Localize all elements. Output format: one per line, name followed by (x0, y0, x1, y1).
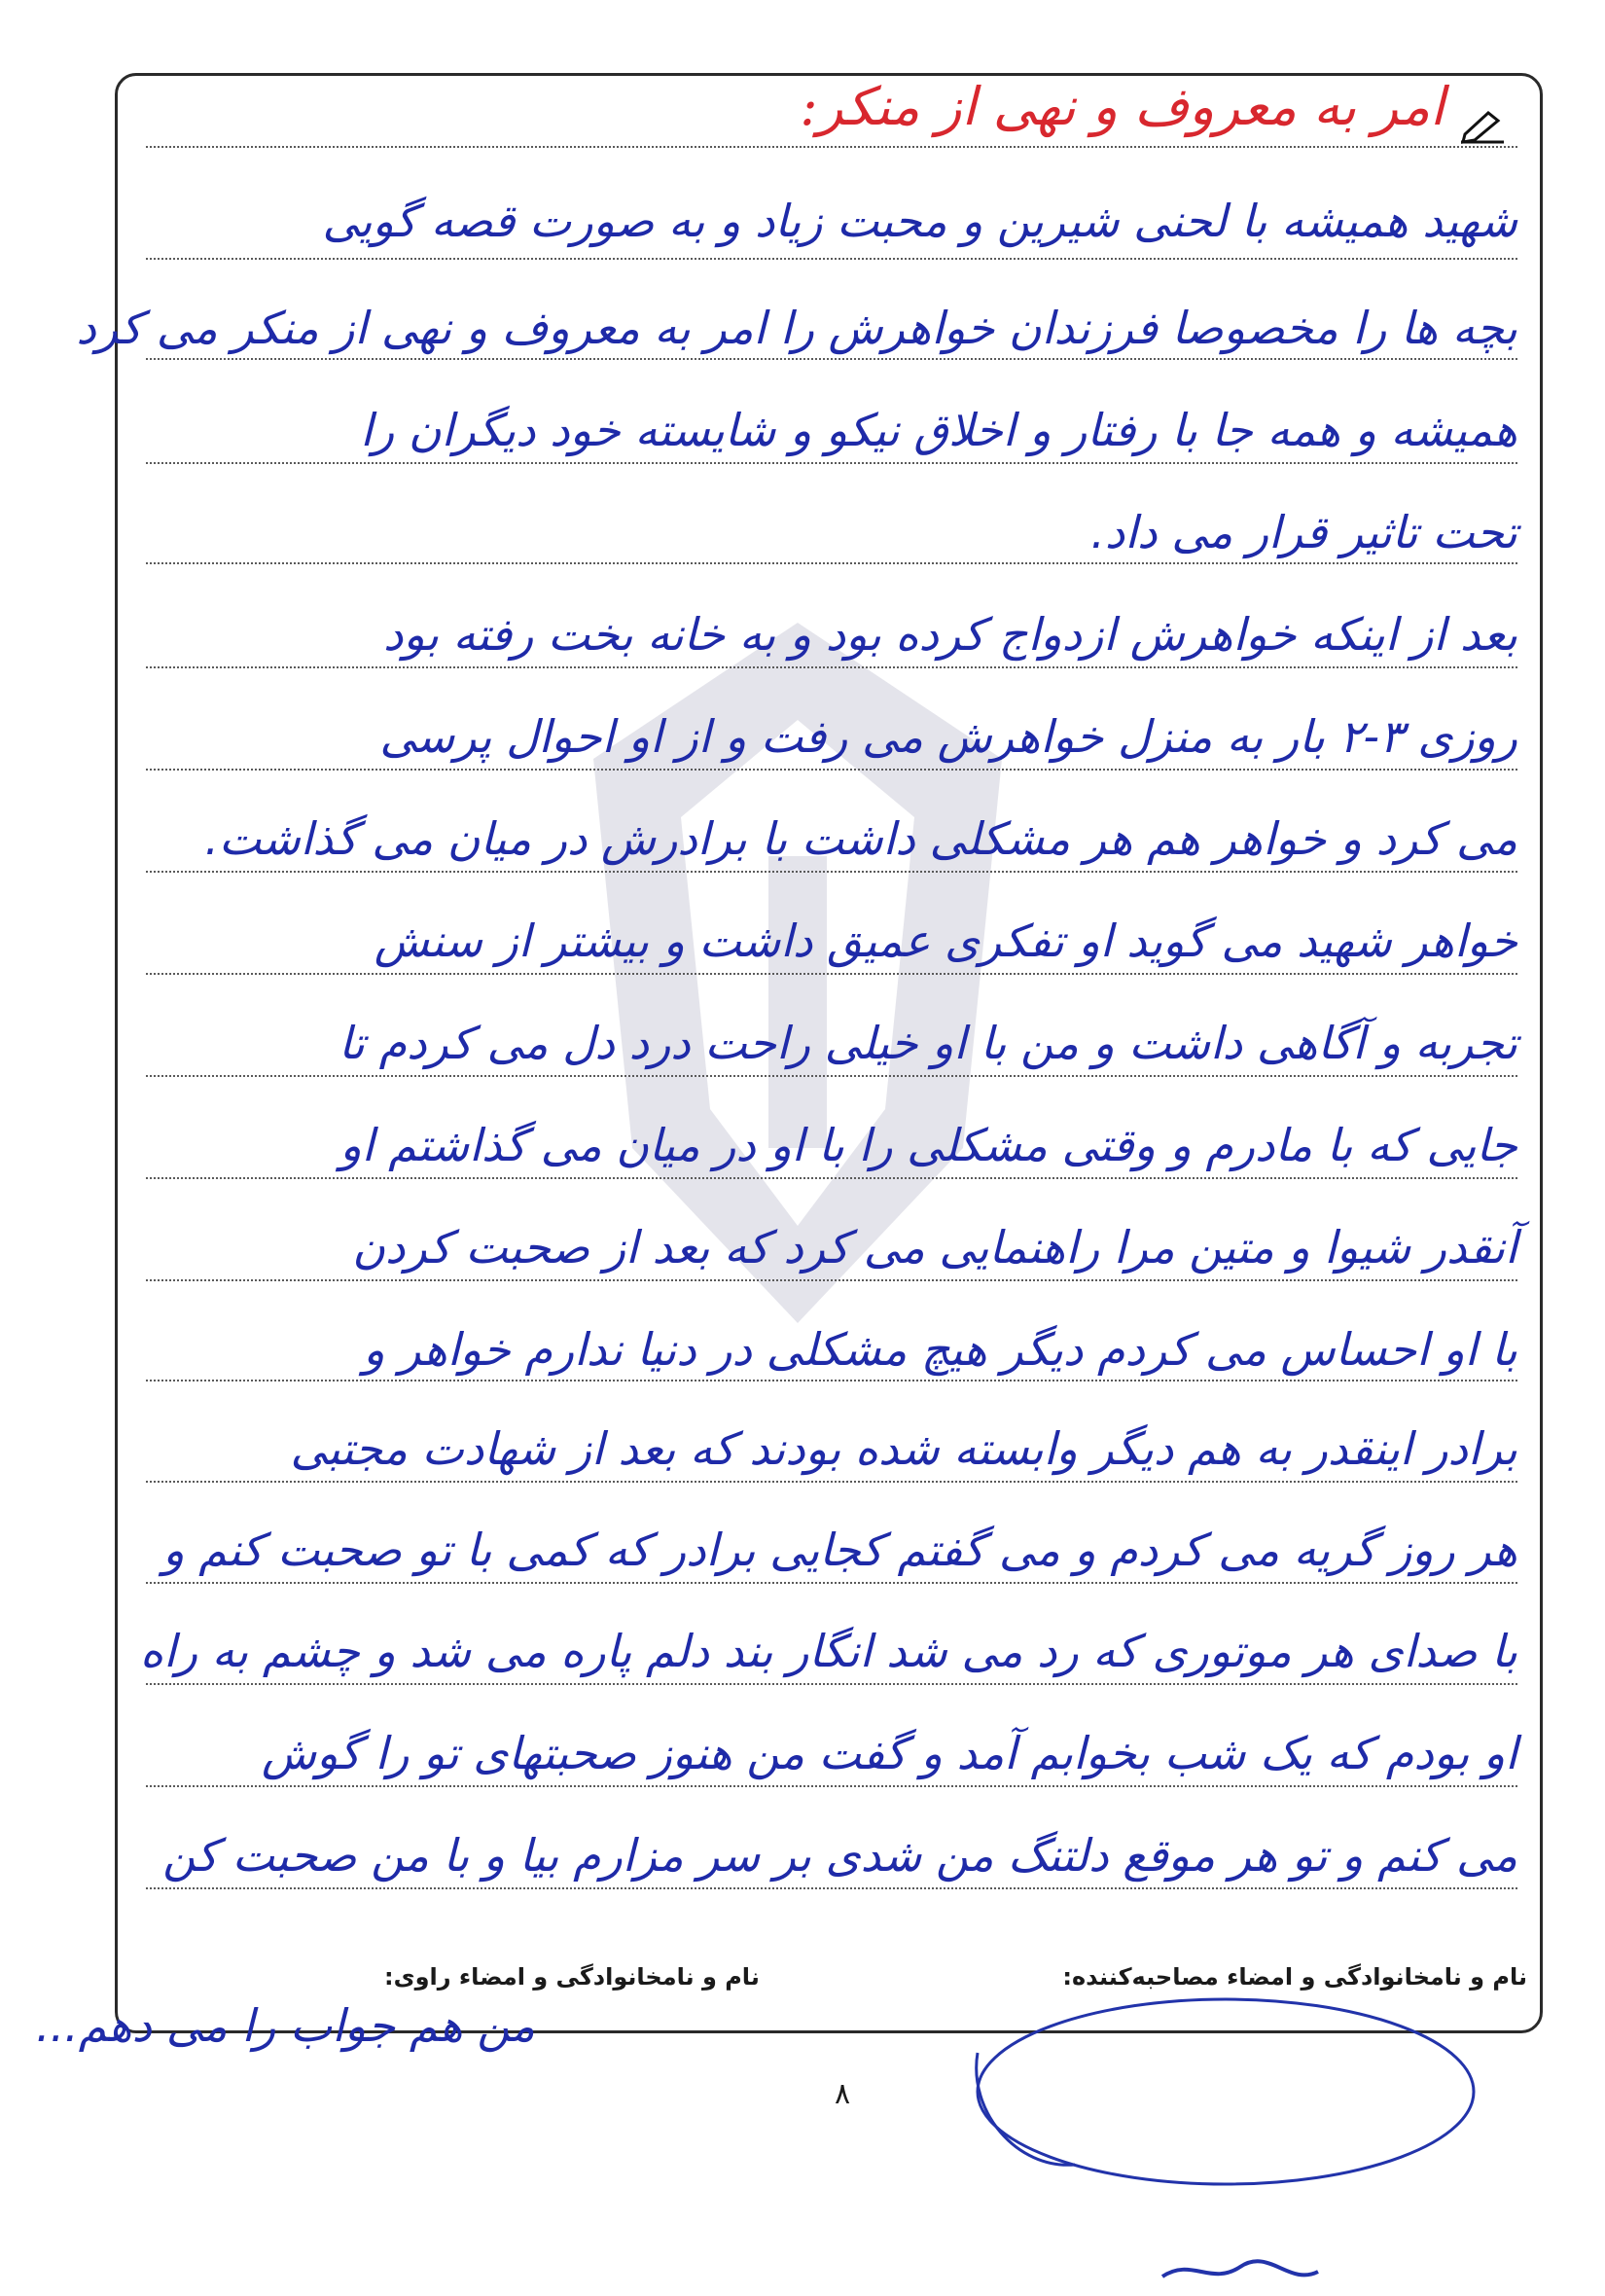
ruled-line (146, 1380, 1517, 1381)
ruled-line (146, 1582, 1517, 1584)
ruled-line (146, 1481, 1517, 1483)
ruled-line (146, 146, 1517, 148)
text-line: آنقدر شیوا و متین مرا راهنمایی می کرد که بعد از صحبت کردن (352, 1221, 1517, 1274)
signature-scribble (958, 1994, 1517, 2296)
ruled-line (146, 769, 1517, 771)
ruled-line (146, 562, 1517, 564)
text-line: بعد از اینکه خواهرش ازدواج کرده بود و به خانه بخت رفته بود (382, 608, 1517, 661)
text-line: بچه ها را مخصوصا فرزندان خواهرش را امر به معروف و نهی از منکر می کرد (76, 302, 1517, 354)
text-line: او بودم که یک شب بخوابم آمد و گفت من هنوز صحبتهای تو را گوش (262, 1727, 1517, 1779)
pencil-icon (1459, 105, 1508, 144)
ruled-line (146, 462, 1517, 464)
text-line: تجربه و آگاهی داشت و من با او خیلی راحت درد دل می کردم تا (339, 1017, 1517, 1069)
ruled-line (146, 258, 1517, 260)
text-line: شهید همیشه با لحنی شیرین و محبت زیاد و به صورت قصه گویی (322, 195, 1517, 247)
text-line: همیشه و همه جا با رفتار و اخلاق نیکو و شایسته خود دیگران را (360, 404, 1517, 456)
text-line: هر روز گریه می کردم و می گفتم کجایی برادر که کمی با تو صحبت کنم و (162, 1524, 1517, 1576)
ruled-line (146, 871, 1517, 873)
ruled-line (146, 1887, 1517, 1889)
interviewer-signature-label: نام و نامخانوادگی و امضاء مصاحبه‌کننده: (1062, 1963, 1527, 1991)
ruled-line (146, 358, 1517, 360)
ruled-line (146, 1785, 1517, 1787)
text-line: جایی که با مادرم و وقتی مشکلی را با او در میان می گذاشتم او (339, 1119, 1517, 1171)
ruled-line (146, 1683, 1517, 1685)
text-line: برادر اینقدر به هم دیگر وابسته شده بودند که بعد از شهادت مجتبی (290, 1422, 1517, 1475)
text-line: روزی ۳-۲ بار به منزل خواهرش می رفت و از او احوال پرسی (379, 710, 1517, 763)
ruled-line (146, 973, 1517, 975)
text-line: من هم جواب را می دهم... (35, 1999, 535, 2052)
text-line: با او احساس می کردم دیگر هیچ مشکلی در دنیا ندارم خواهر و (363, 1323, 1517, 1376)
text-line: تحت تاثیر قرار می داد. (1090, 506, 1517, 558)
text-line: خواهر شهید می گوید او تفکری عمیق داشت و بیشتر از سنش (374, 915, 1517, 967)
text-line: می کنم و تو هر موقع دلتنگ من شدی بر سر مزارم بیا و با من صحبت کن (162, 1829, 1517, 1882)
ruled-line (146, 666, 1517, 668)
ruled-line (146, 1177, 1517, 1179)
narrator-signature-label: نام و نامخانوادگی و امضاء راوی: (384, 1963, 760, 1991)
text-line: با صدای هر موتوری که رد می شد انگار بند دلم پاره می شد و چشم به راه (140, 1625, 1517, 1677)
page-title: امر به معروف و نهی از منکر: (800, 76, 1444, 137)
page-number: ۸ (835, 2077, 851, 2111)
ruled-line (146, 1279, 1517, 1281)
ruled-line (146, 1075, 1517, 1077)
text-line: می کرد و خواهر هم هر مشکلی داشت با برادرش در میان می گذاشت. (204, 812, 1517, 865)
